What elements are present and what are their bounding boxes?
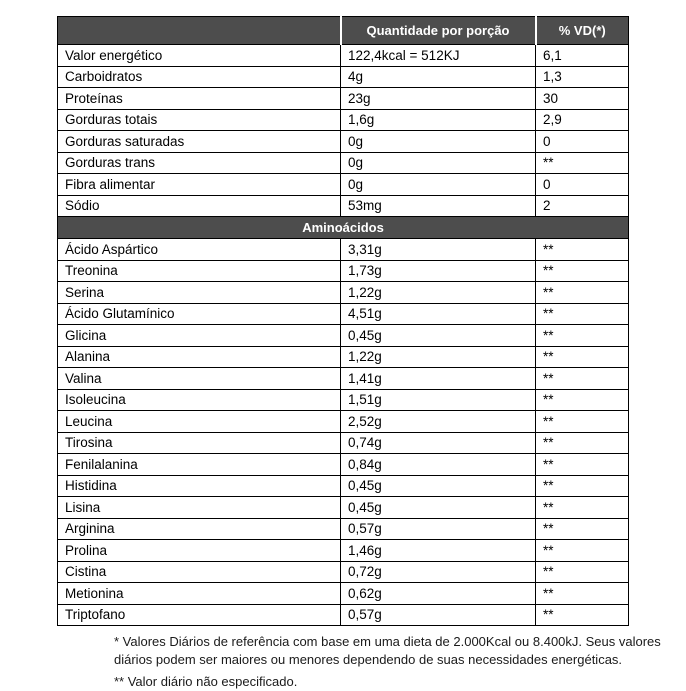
table-row <box>58 346 629 368</box>
table-row <box>58 174 629 196</box>
table-row <box>58 325 629 347</box>
header-item-column <box>58 17 341 45</box>
row-vd: ** <box>536 475 629 497</box>
row-amount: 4,51g <box>341 303 536 325</box>
row-label: Tirosina <box>58 432 341 454</box>
table-row <box>58 583 629 605</box>
header-vd-column: % VD(*) <box>536 17 629 45</box>
table-row <box>58 604 629 626</box>
table-row <box>58 432 629 454</box>
row-label: Histidina <box>58 475 341 497</box>
table-header-row <box>58 17 629 45</box>
row-amount: 0,62g <box>341 583 536 605</box>
row-amount: 3,31g <box>341 239 536 261</box>
row-amount: 1,51g <box>341 389 536 411</box>
row-label: Gorduras trans <box>58 152 341 174</box>
row-amount: 0,57g <box>341 604 536 626</box>
row-label: Fenilalanina <box>58 454 341 476</box>
row-label: Cistina <box>58 561 341 583</box>
row-label: Metionina <box>58 583 341 605</box>
table-row <box>58 45 629 67</box>
row-amount: 1,41g <box>341 368 536 390</box>
row-label: Valor energético <box>58 45 341 67</box>
row-vd: ** <box>536 239 629 261</box>
row-amount: 0,45g <box>341 475 536 497</box>
row-amount: 53mg <box>341 195 536 217</box>
table-row <box>58 540 629 562</box>
row-amount: 1,22g <box>341 282 536 304</box>
row-label: Valina <box>58 368 341 390</box>
row-amount: 23g <box>341 88 536 110</box>
row-label: Isoleucina <box>58 389 341 411</box>
row-vd: ** <box>536 260 629 282</box>
table-row <box>58 303 629 325</box>
row-amount: 4g <box>341 66 536 88</box>
row-amount: 0,45g <box>341 497 536 519</box>
row-vd: ** <box>536 518 629 540</box>
row-amount: 1,73g <box>341 260 536 282</box>
row-label: Gorduras totais <box>58 109 341 131</box>
table-row <box>58 389 629 411</box>
row-amount: 2,52g <box>341 411 536 433</box>
row-label: Carboidratos <box>58 66 341 88</box>
row-label: Ácido Glutamínico <box>58 303 341 325</box>
row-label: Leucina <box>58 411 341 433</box>
row-label: Sódio <box>58 195 341 217</box>
row-label: Treonina <box>58 260 341 282</box>
table-row <box>58 518 629 540</box>
footnote-not-specified: ** Valor diário não especificado. <box>114 673 298 689</box>
row-vd: ** <box>536 368 629 390</box>
footnotes <box>57 626 686 691</box>
row-amount: 0g <box>341 131 536 153</box>
row-vd: 30 <box>536 88 629 110</box>
row-vd: ** <box>536 540 629 562</box>
table-row <box>58 66 629 88</box>
row-vd: ** <box>536 432 629 454</box>
row-amount: 1,46g <box>341 540 536 562</box>
row-vd: ** <box>536 389 629 411</box>
row-label: Alanina <box>58 346 341 368</box>
table-row <box>58 454 629 476</box>
row-label: Arginina <box>58 518 341 540</box>
row-label: Serina <box>58 282 341 304</box>
row-vd: ** <box>536 583 629 605</box>
row-vd: 2 <box>536 195 629 217</box>
aminoacids-section-title: Aminoácidos <box>58 217 629 239</box>
row-amount: 0,45g <box>341 325 536 347</box>
row-label: Prolina <box>58 540 341 562</box>
row-label: Glicina <box>58 325 341 347</box>
row-vd: 6,1 <box>536 45 629 67</box>
row-amount: 122,4kcal = 512KJ <box>341 45 536 67</box>
row-vd: ** <box>536 604 629 626</box>
row-vd: ** <box>536 411 629 433</box>
table-row <box>58 152 629 174</box>
section-header-row <box>58 217 629 239</box>
table-row <box>58 411 629 433</box>
row-vd: ** <box>536 346 629 368</box>
table-row <box>58 109 629 131</box>
row-vd: ** <box>536 497 629 519</box>
row-amount: 0,84g <box>341 454 536 476</box>
table-row <box>58 368 629 390</box>
row-amount: 1,22g <box>341 346 536 368</box>
nutrients-section <box>58 45 629 217</box>
row-vd: ** <box>536 325 629 347</box>
aminoacids-header-section <box>58 217 629 239</box>
table-row <box>58 88 629 110</box>
row-vd: 0 <box>536 131 629 153</box>
row-label: Triptofano <box>58 604 341 626</box>
row-amount: 0,72g <box>341 561 536 583</box>
row-amount: 0,74g <box>341 432 536 454</box>
row-label: Gorduras saturadas <box>58 131 341 153</box>
nutrition-table <box>57 16 629 626</box>
row-vd: ** <box>536 152 629 174</box>
footnote-daily-values: * Valores Diários de referência com base em uma dieta de 2.000Kcal ou 8.400kJ. Seus valores diários podem ser maiores ou menores dependendo de suas necessidades energéticas. <box>114 634 661 668</box>
row-label: Lisina <box>58 497 341 519</box>
table-row <box>58 475 629 497</box>
row-vd: ** <box>536 561 629 583</box>
table-row <box>58 260 629 282</box>
table-row <box>58 282 629 304</box>
row-vd: 0 <box>536 174 629 196</box>
table-row <box>58 239 629 261</box>
row-label: Ácido Aspártico <box>58 239 341 261</box>
aminoacids-section <box>58 239 629 626</box>
row-amount: 0g <box>341 152 536 174</box>
header-quantity-column: Quantidade por porção <box>341 17 536 45</box>
row-label: Fibra alimentar <box>58 174 341 196</box>
row-vd: ** <box>536 454 629 476</box>
table-row <box>58 561 629 583</box>
row-amount: 0g <box>341 174 536 196</box>
row-vd: 1,3 <box>536 66 629 88</box>
row-vd: ** <box>536 282 629 304</box>
row-amount: 1,6g <box>341 109 536 131</box>
row-label: Proteínas <box>58 88 341 110</box>
table-row <box>58 131 629 153</box>
row-amount: 0,57g <box>341 518 536 540</box>
table-row <box>58 195 629 217</box>
row-vd: 2,9 <box>536 109 629 131</box>
table-row <box>58 497 629 519</box>
row-vd: ** <box>536 303 629 325</box>
